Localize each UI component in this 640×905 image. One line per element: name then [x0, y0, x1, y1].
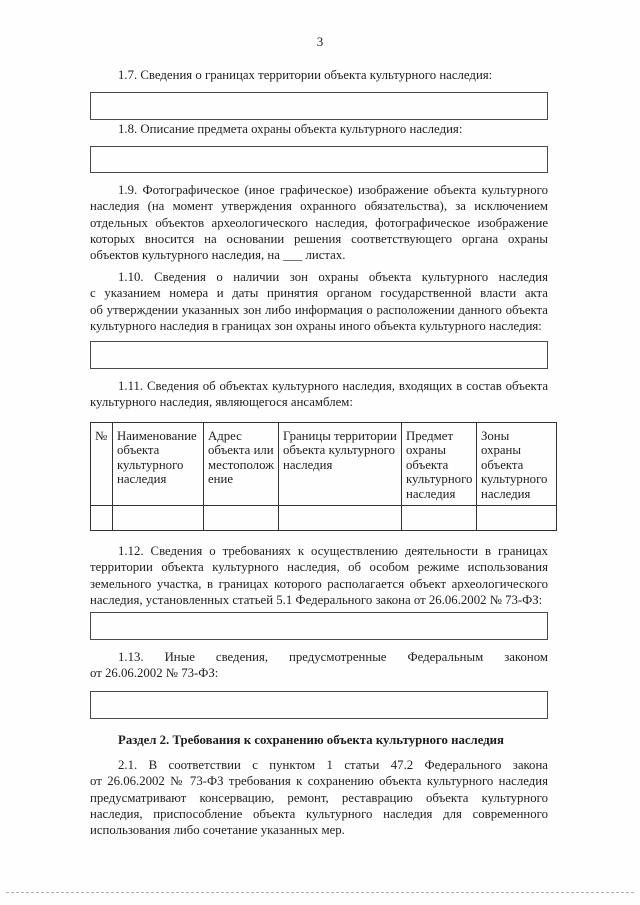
item-1-10-line-4: культурного наследия в границах зон охраны иного объекта культурного наследия:	[90, 318, 542, 333]
item-1-10-line-1: 1.10. Сведения о наличии зон охраны объекта культурного наследия	[118, 270, 548, 284]
item-1-8	[90, 121, 548, 137]
item-1-11-line-1: 1.11. Сведения об объектах культурного наследия, входящих в состав объекта	[118, 379, 548, 393]
item-1-9-line-4: которых вносится на основании решения соответствующего органа охраны	[90, 231, 548, 246]
item-1-13-line-2: от 26.06.2002 № 73-ФЗ:	[90, 666, 219, 681]
item-1-12-line-4: наследия, установленных статьей 5.1 Федерального закона от 26.06.2002 № 73-ФЗ:	[90, 592, 543, 607]
item-2-1-line-2: от 26.06.2002 № 73-ФЗ требования к сохранению объекта культурного наследия	[90, 774, 548, 789]
item-2-1-line-3: предусматривают консервацию, ремонт, реставрацию объекта культурного	[90, 790, 548, 805]
item-1-8-line-1: 1.8. Описание предмета охраны объекта культурного наследия:	[118, 122, 463, 136]
item-1-13-line-1: 1.13. Иные сведения, предусмотренные Федеральным законом	[118, 650, 548, 664]
item-1-9-line-1: 1.9. Фотографическое (иное графическое) изображение объекта культурного	[118, 183, 548, 197]
item-1-11-line-2: культурного наследия, являющегося ансамблем:	[90, 395, 353, 410]
table-cell	[402, 506, 477, 531]
table-cell	[91, 506, 113, 531]
item-1-9-line-5: объектов культурного наследия, на ___ листах.	[90, 248, 346, 262]
table-cell	[477, 506, 557, 531]
item-1-10-line-3: об утверждении указанных зон либо информация о расположении данного объекта	[90, 302, 548, 317]
table-header-number: №	[91, 423, 113, 506]
page-number: 3	[316, 34, 324, 49]
scan-edge-line	[6, 892, 634, 893]
activity-requirements-box	[90, 612, 548, 640]
table-header-address: Адрес объекта или местополож ение	[204, 423, 279, 506]
table-cell	[204, 506, 279, 531]
item-2-1-line-5: использования либо сочетание указанных мер.	[90, 823, 345, 837]
item-1-12-line-1: 1.12. Сведения о требованиях к осуществлению деятельности в границах	[118, 544, 548, 558]
table-header-name: Наименование объекта культурного наследия	[113, 423, 204, 506]
protection-subject-box	[90, 146, 548, 173]
item-1-7-line-1: 1.7. Сведения о границах территории объекта культурного наследия:	[118, 68, 493, 82]
item-2-1-line-1: 2.1. В соответствии с пунктом 1 статьи 47.2 Федерального закона	[118, 758, 548, 772]
table-header-row	[91, 423, 557, 506]
item-1-10	[90, 269, 548, 334]
other-info-box	[90, 691, 548, 719]
table-row	[91, 506, 557, 531]
table-header-protection-zones: Зоны охраны объекта культурного наследия	[477, 423, 557, 506]
table-cell	[279, 506, 402, 531]
item-1-9-line-3: отдельных объектов археологического наследия, фотографическое изображение	[90, 215, 548, 230]
ensemble-objects-table	[90, 422, 557, 531]
protection-zones-box	[90, 341, 548, 369]
table-header-protection-subject: Предмет охраны объекта культурного наследия	[402, 423, 477, 506]
item-1-12-line-2: территории объекта культурного наследия, об особом режиме использования	[90, 560, 548, 575]
item-1-9-line-2: наследия (на момент утверждения охранного обязательства), за исключением	[90, 199, 548, 214]
item-1-7	[90, 67, 548, 83]
section-2-heading: Раздел 2. Требования к сохранению объекта культурного наследия	[118, 733, 504, 747]
item-1-10-line-2: с указанием номера и даты принятия органом государственной власти акта	[90, 286, 548, 301]
territory-boundaries-box	[90, 92, 548, 120]
item-2-1	[90, 757, 548, 838]
table-cell	[113, 506, 204, 531]
item-1-11	[90, 378, 548, 411]
item-1-12	[90, 543, 548, 608]
table-header-boundaries: Границы территории объекта культурного наследия	[279, 423, 402, 506]
item-1-9	[90, 182, 548, 263]
item-1-13	[90, 649, 548, 682]
item-2-1-line-4: наследия, приспособление объекта культурного наследия для современного	[90, 806, 548, 821]
item-1-12-line-3: земельного участка, в границах которого располагается объект археологического	[90, 576, 548, 591]
